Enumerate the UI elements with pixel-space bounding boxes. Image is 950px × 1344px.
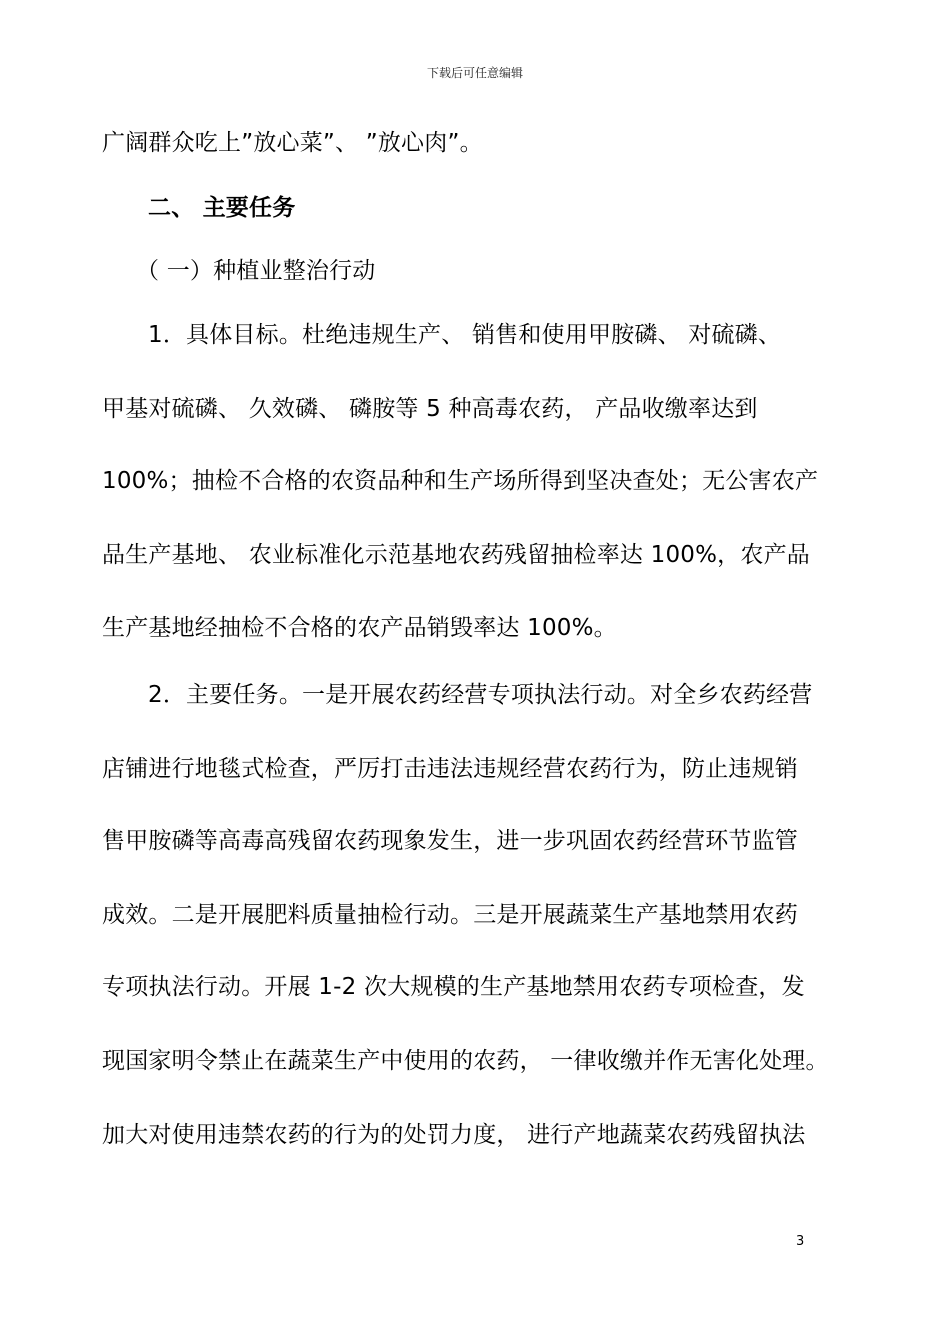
body-line-14: 现国家明令禁止在蔬菜生产中使用的农药， 一律收缴并作无害化处理。 <box>102 1048 829 1074</box>
body-line-8: 生产基地经抽检不合格的农产品销毁率达 100%。 <box>102 615 617 641</box>
body-line-10: 店铺进行地毯式检查，严厉打击违法违规经营农药行为，防止违规销 <box>102 756 798 782</box>
body-line-12: 成效。二是开展肥料质量抽检行动。三是开展蔬菜生产基地禁用农药 <box>102 902 798 928</box>
page-header: 下载后可任意编辑 <box>426 66 523 80</box>
body-line-7: 品生产基地、 农业标准化示范基地农药残留抽检率达 100%，农产品 <box>102 542 810 568</box>
body-line-6: 100%；抽检不合格的农资品种和生产场所得到坚决查处；无公害农产 <box>102 468 819 494</box>
body-line-9: 2．主要任务。一是开展农药经营专项执法行动。对全乡农药经营 <box>148 682 813 708</box>
body-line-4: 1．具体目标。杜绝违规生产、 销售和使用甲胺磷、 对硫磷、 <box>148 322 782 348</box>
body-line-5: 甲基对硫磷、 久效磷、 磷胺等 5 种高毒农药， 产品收缴率达到 <box>102 396 758 422</box>
page-number: 3 <box>796 1234 805 1249</box>
body-line-11: 售甲胺磷等高毒高残留农药现象发生，进一步巩固农药经营环节监管 <box>102 828 798 854</box>
body-line-15: 加大对使用违禁农药的行为的处罚力度， 进行产地蔬菜农药残留执法 <box>102 1122 806 1148</box>
body-line-1: 广阔群众吃上”放心菜”、 ”放心肉”。 <box>102 130 483 156</box>
section-heading: 二、 主要任务 <box>148 195 296 221</box>
subsection-heading: （ 一）种植业整治行动 <box>136 258 376 284</box>
body-line-13: 专项执法行动。开展 1-2 次大规模的生产基地禁用农药专项检查，发 <box>102 974 805 1000</box>
